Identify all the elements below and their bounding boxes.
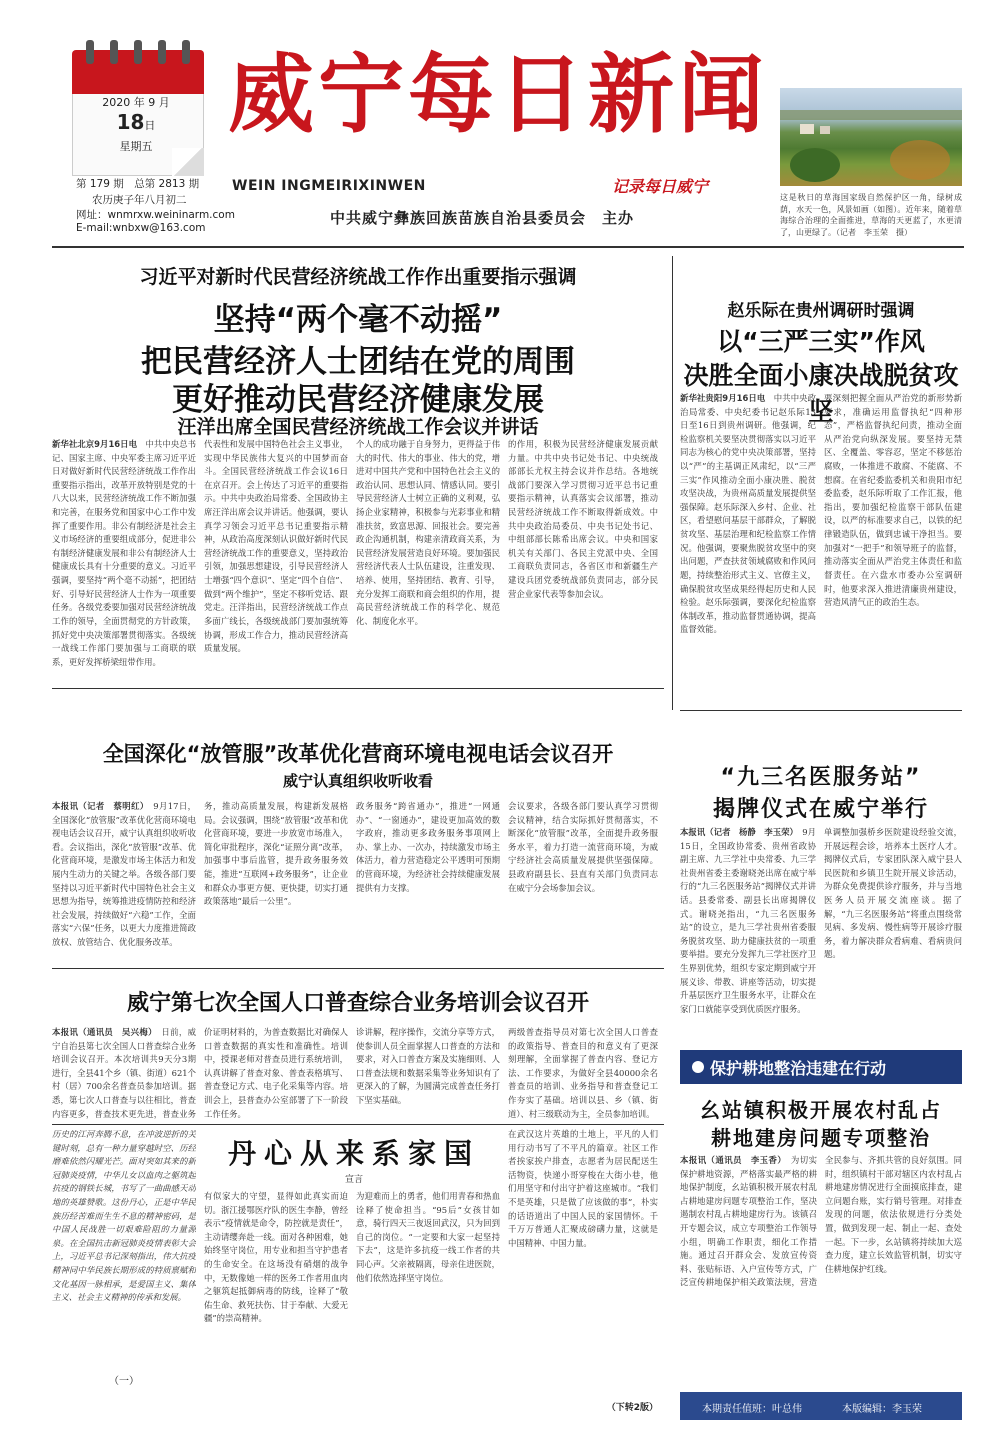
banner-dateline: 本报讯（通讯员 李玉香） <box>680 1155 783 1165</box>
title-slogan: 记录每日威宁 <box>612 177 709 196</box>
lead-story <box>52 252 664 686</box>
section-3-col-3: 诊讲解，程序操作，交流分享等方式，使参训人员全面掌握人口普查的方法和要求，对入口普查方案及实施细则、人口普查法规和数据采集等业务知识有了更深入的了解，为圆满完成普查任务打下坚实基础。 <box>356 1027 500 1106</box>
section-2-headline: 全国深化“放管服”改革优化营商环境电视电话会议召开 <box>102 742 614 766</box>
lunar-date: 农历庚子年八月初二 <box>92 194 187 206</box>
weekday: 星期五 <box>119 140 153 153</box>
section-3-story <box>52 970 664 1122</box>
section-2-col-3: 政务服务“跨省通办”，推进“一网通办”、“一窗通办”，建设更加高效的数字政府，推动更多政务服务事项网上办、掌上办、一次办，持续激发市场主体活力，着力营造稳定公平透明可预期的营商环境，为经济社会持续健康发展提供有力支撑。 <box>356 801 500 893</box>
right-2-col-1 <box>680 826 816 1044</box>
essay-col-4-text: 在武汉这片英雄的土地上，平凡的人们用行动书写了不平凡的篇章。社区工作者挨家挨户排查，志愿者为居民配送生活物资，快递小哥穿梭在大街小巷，他们用坚守和付出守护着这座城市。“我们不是英雄，只是做了应该做的事”，朴实的话语道出了中国人民的家国情怀。千千万万普通人汇聚成磅礴力量，这就是中国精神、中国力量。 <box>508 1129 658 1248</box>
banner-headline-1: 幺站镇积极开展农村乱占 <box>700 1098 942 1122</box>
section-2-col-4: 会议要求，各级各部门要认真学习贯彻会议精神，结合实际抓好贯彻落实，不断深化“放管服”改革，全面提升政务服务水平，着力打造一流营商环境，为威宁经济社会高质量发展提供坚强保障。县政府副县长、县直有关部门负责同志在威宁分会场参加会议。 <box>508 801 658 893</box>
right-2-story <box>680 712 962 1048</box>
right-2-headline-2: 揭牌仪式在威宁举行 <box>712 797 929 822</box>
essay-byline: 宣言 <box>344 1175 363 1185</box>
lead-headline-3: 更好推动民营经济健康发展 <box>172 382 544 418</box>
section-3-headline: 威宁第七次全国人口普查综合业务培训会议召开 <box>126 991 589 1016</box>
right-lead-col-2: 要深刻把握全面从严治党的新形势新要求，准确运用监督执纪“四种形态”，严格监督执纪问责，推动全面从严治党向纵深发展。要坚持无禁区、全覆盖、零容忍，坚定不移惩治腐败，一体推进不敢腐、不能腐、不想腐。在省纪委监委机关和贵阳市纪委监委，赵乐际听取了工作汇报，他指出，要加强纪检监察干部队伍建设，以严的标准要求自己，以铁的纪律锻造队伍，做到忠诚干净担当。要加强对“一把手”和领导班子的监督，推动落实全面从严治党主体责任和监督责任。在六盘水市委办公室调研时，他要求深入推进清廉贵州建设，营造风清气正的政治生态。 <box>824 393 962 608</box>
issue-number <box>76 176 199 191</box>
email: E-mail:wnbxw@163.com <box>76 222 206 234</box>
section-3-col-4: 两级普查指导员对第七次全国人口普查的政策指导、普查目的和意义有了更深刻理解，全面掌握了普查内容、登记方法、工作要求，为做好全县40000余名普查员的培训、业务指导和普查登记工作夯实了基础。培训以县、乡（镇、街道）、村三级联动为主，全员参加培训。 <box>508 1027 658 1119</box>
banner-headline-2: 耕地建房问题专项整治 <box>711 1126 931 1150</box>
lead-subhead: 汪洋出席全国民营经济统战工作会议并讲话 <box>177 416 539 438</box>
essay-continued: （下转2版） <box>606 1403 658 1413</box>
lead-col-4: 的作用，积极为民营经济健康发展贡献力量。中共中央书记处书记、中央统战部部长尤权主持会议并作总结。各地统战部门要深入学习贯彻习近平总书记重要指示精神，认真落实会议部署，推动民营经济统战工作不断取得新成效。中共中央政治局委员、中央书记处书记、中组部部长陈希出席会议。中央和国家机关有关部门、各民主党派中央、全国工商联负责同志，各省区市和新疆生产建设兵团党委统战部负责同志，部分民营企业家代表等参加会议。 <box>508 439 658 599</box>
lead-headline-2: 把民营经济人士团结在党的周围 <box>141 344 575 380</box>
lead-col-3: 个人的成功融于自身努力，更得益于伟大的时代、伟大的事业、伟大的党，增进对中国共产党和中国特色社会主义的政治认同、思想认同、情感认同。要引导民营经济人士树立正确的义利观，弘扬企业家精神，积极参与光彩事业和精准扶贫，致富思源、回报社会。要完善政企沟通机制，构建亲清政商关系，为民营经济发展营造良好环境。要加强民营经济代表人士队伍建设，注重发现、培养、使用，坚持团结、教育、引导，充分发挥工商联和商会组织的作用，提高民营经济统战工作的科学化、规范化、制度化水平。 <box>356 439 500 626</box>
lead-headline-1: 坚持“两个毫不动摇” <box>213 302 503 338</box>
total-issue: 总第 2813 期 <box>134 178 200 190</box>
lead-col-2: 代表性和发展中国特色社会主义事业，实现中华民族伟大复兴的中国梦而奋斗。全国民营经济统战工作会议16日在京召开。会上传达了习近平的重要指示。中共中央政治局常委、全国政协主席汪洋出席会议并讲话。他强调，要认真学习领会习近平总书记重要指示精神，从政治高度深刻认识做好新时代民营经济统战工作的重要意义，坚持政治引领，加强思想建设，引导民营经济人士增强“四个意识”、坚定“四个自信”、做到“两个维护”，坚定不移听党话、跟党走。汪洋指出，民营经济统战工作点多面广线长，各级统战部门要加强统筹协调，形成工作合力，推动民营经济高质量发展。 <box>204 439 348 654</box>
banner-text-body: 为切实保护耕地资源，严格落实最严格的耕地保护制度，幺站镇积极开展农村乱占耕地建房问题专项整治工作，坚决遏制农村乱占耕地建房行为。该镇召开专题会议，成立专项整治工作领导小组，明确工作职责，细化工作措施。通过召开群众会、发放宣传资料、张贴标语、入户宣传等方式，广泛宣传耕地保护相关政策法规，营造全民参与、齐抓共管的良好氛围。同时，组织镇村干部对辖区内农村乱占耕地建房情况进行全面摸底排查，建立问题台账，实行销号管理。对排查发现的问题，依法依规进行分类处置，做到发现一起、制止一起、查处一起。下一步，幺站镇将持续加大巡查力度，建立长效监管机制，切实守住耕地保护红线。 <box>680 1155 962 1288</box>
date-year-month: 2020 年 9 月 <box>102 96 170 109</box>
date-day <box>86 110 186 134</box>
lead-dateline: 新华社北京9月16日电 <box>52 439 138 449</box>
section-2-col-1 <box>52 800 196 964</box>
photo-caption: 这是秋日的草海国家级自然保护区一角，绿树成荫，水天一色，风景如画（如图）。近年来，随着草海综合治理的全面推进，草海的天更蓝了，水更清了，山更绿了。（记者 李玉荣 摄） <box>780 193 962 237</box>
right-2-headline-1: “九三名医服务站” <box>720 765 922 790</box>
right-2-col-1-text: 9月15日，全国政协常委、贵州省政协副主席、九三学社中央常委、九三学社贵州省委主委谢晓尧出席在威宁举行的“九三名医服务站”揭牌仪式并讲话。县委常委、副县长出席揭牌仪式。谢晓尧指出，“九三名医服务站”的设立，是九三学社贵州省委服务脱贫攻坚、助力健康扶贫的一项重要举措。要充分发挥九三学社医疗卫生界别优势，组织专家定期到威宁开展义诊、带教、讲座等活动，切实提升基层医疗卫生服务水平，让群众在家门口就能享受到优质医疗服务。 <box>680 827 816 1014</box>
lead-col-1-text: 中共中央总书记、国家主席、中央军委主席习近平近日对做好新时代民营经济统战工作作出重要指示指出，改革开放特别是党的十八大以来，民营经济统战工作不断加强和完善，在服务党和国家中心工作中发挥了重要作用。非公有制经济是社会主义市场经济的重要组成部分，促进非公有制经济健康发展和非公有制经济人士健康成长具有十分重要的意义。习近平强调，要坚持“两个毫不动摇”，把团结好、引导好民营经济人士作为一项重要任务。各级党委要加强对民营经济统战工作的领导，全面贯彻党的方针政策，抓好党中央决策部署贯彻落实。各级统一战线工作部门要加强与工商联的联系，更好发挥桥梁纽带作用。 <box>52 439 196 667</box>
banner-label-box <box>680 1050 962 1084</box>
right-lead-col-1-text: 中共中央政治局常委、中央纪委书记赵乐际13日至16日到贵州调研。他强调，纪检监察机关要坚决贯彻落实以习近平同志为核心的党中央决策部署，坚持以“严”的主基调正风肃纪，以“三严三实”作风推动全面小康决胜、脱贫攻坚决战，为贵州高质量发展提供坚强保障。赵乐际深入乡村、企业、社区，看望慰问基层干部群众，了解脱贫攻坚、基层治理和纪检监察工作情况。他强调，要聚焦脱贫攻坚中的突出问题，严查扶贫领域腐败和作风问题，持续整治形式主义、官僚主义，确保脱贫攻坚成果经得起历史和人民检验。赵乐际强调，要深化纪检监察体制改革，推动监督贯通协调，提高监督效能。 <box>680 393 816 635</box>
right-lead-headline-2: 决胜全面小康决战脱贫攻坚 <box>683 361 959 426</box>
right-lead-col-1 <box>680 392 816 704</box>
banner-text <box>680 1154 962 1386</box>
issue: 第 179 期 <box>76 178 124 190</box>
lead-kicker: 习近平对新时代民营经济统战工作作出重要指示强调 <box>139 266 577 288</box>
page-editor: 本版编辑：李玉荣 <box>842 1404 922 1415</box>
right-lead-story <box>680 252 962 708</box>
right-lead-dateline: 新华社贵阳9月16日电 <box>680 393 766 403</box>
date-day-suffix: 日 <box>144 119 156 132</box>
banner-story <box>680 1050 962 1388</box>
newspaper-title: 威宁每日新闻 <box>228 45 768 145</box>
section-2-story <box>52 694 664 966</box>
section-3-col-1 <box>52 1026 196 1120</box>
essay-headline: 丹心从来系家国 <box>227 1137 480 1170</box>
right-lead-headline-1: 以“三严三实”作风 <box>717 327 925 356</box>
section-2-subhead: 威宁认真组织收听收看 <box>282 772 433 790</box>
website: 网址：wnmrxw.weininarm.com <box>76 209 235 221</box>
lead-col-1 <box>52 438 196 682</box>
section-3-col-1-text: 日前，威宁自治县第七次全国人口普查综合业务培训会议召开。本次培训共9天分3期进行，全县41个乡（镇、街道）621个村（居）700余名普查员参加培训。据悉，第七次人口普查与以往相比，普查内容更多，普查技术更先进，普查业务 <box>52 1027 196 1119</box>
banner-label: 保护耕地整治违建在行动 <box>710 1059 887 1078</box>
essay-intro <box>52 1128 196 1398</box>
section-2-dateline: 本报讯（记者 蔡明红） <box>52 801 145 811</box>
right-2-dateline: 本报讯（记者 杨静 李玉荣） <box>680 827 794 837</box>
editor-on-duty: 本期责任值班：叶总伟 <box>702 1404 802 1415</box>
section-2-col-1-text: 9月17日，全国深化“放管服”改革优化营商环境电视电话会议召开，威宁认真组织收听收看。会议指出，深化“放管服”改革、优化营商环境，是激发市场主体活力和发展内生动力的关键之举。各级各部门要坚持以习近平新时代中国特色社会主义思想为指导，统筹推进疫情防控和经济社会发展，持续做好“六稳”工作，全面落实“六保”任务，以更大力度推进简政放权、放管结合、优化服务改革。 <box>52 801 196 948</box>
landscape-photo <box>780 88 962 186</box>
right-2-col-2: 单调整加强桥乡医院建设经验交流，开展远程会诊，培养本土医疗人才。揭牌仪式后，专家团队深入威宁县人民医院和乡镇卫生院开展义诊活动，为群众免费提供诊疗服务，并与当地医务人员开展交流座谈。据了解，“九三名医服务站”将重点围绕常见病、多发病、慢性病等开展诊疗服务，着力解决群众看病难、看病贵问题。 <box>824 827 962 960</box>
essay-story <box>52 1128 664 1416</box>
essay-col-3: 为迎难而上的勇者，他们用青春和热血诠释了使命担当。“95后”女孩甘如意，骑行四天三夜返回武汉，只为回到自己的岗位。“一定要和大家一起坚持下去”，这是许多抗疫一线工作者的共同心声。父亲被隔离，母亲住进医院，他们依然选择坚守岗位。 <box>356 1191 500 1283</box>
right-lead-kicker: 赵乐际在贵州调研时强调 <box>727 301 915 321</box>
essay-intro-text: 历史的江河奔腾不息，在冲波逆折的关键时刻，总有一种力量穿越时空、历经磨难依然闪耀光芒。面对突如其来的新冠肺炎疫情，中华儿女以血肉之躯筑起抗疫的钢铁长城，书写了一曲曲感天动地的英雄赞歌。这份丹心，正是中华民族历经苦难而生生不息的精神密码，是中国人民战胜一切艰难险阻的力量源泉。在全国抗击新冠肺炎疫情表彰大会上，习近平总书记深刻指出，伟大抗疫精神同中华民族长期形成的特质禀赋和文化基因一脉相承，是爱国主义、集体主义、社会主义精神的传承和发展。 <box>52 1129 196 1303</box>
section-3-col-2: 价证明材料的，为普查数据比对确保人口普查数据的真实性和准确性。培训中，授课老师对普查员进行系统培训，认真讲解了普查对象、普查表格填写、普查登记方式、电子化采集等内容。培训会上，县普查办公室部署了下一阶段工作任务。 <box>204 1027 348 1119</box>
essay-col-2: 有似家大的守望，显得如此真实而迫切。浙江援鄂医疗队的医生李静，曾经表示“疫情就是命令，防控就是责任”，主动请缨奔赴一线。面对各种困难，她始终坚守岗位，用专业和担当守护患者的生命安全。在这场没有硝烟的战争中，无数像她一样的医务工作者用血肉之躯筑起抵御病毒的防线，诠释了“敬佑生命、救死扶伤、甘于奉献、大爱无疆”的崇高精神。 <box>204 1191 348 1324</box>
vertical-divider-top <box>672 256 673 710</box>
section-2-col-2: 务，推动高质量发展，构建新发展格局。会议强调，围绕“放管服”改革和优化营商环境，要进一步放宽市场准入，简化审批程序，深化“证照分离”改革，加强事中事后监管，提升政务服务效能，推进“互联网+政务服务”，让企业和群众办事更方便、更快捷，切实打通政策落地“最后一公里”。 <box>204 801 348 907</box>
essay-part-mark: （一） <box>109 1376 139 1387</box>
sponsor-line: 中共威宁彝族回族苗族自治县委员会 主办 <box>330 209 635 227</box>
essay-col-4 <box>508 1128 658 1414</box>
section-3-dateline: 本报讯（通讯员 吴兴梅） <box>52 1027 153 1037</box>
date-day-number: 18 <box>116 110 145 134</box>
title-pinyin: WEIN INGMEIRIXINWEN <box>232 178 426 194</box>
footer-bar <box>680 1392 962 1420</box>
banner-dot-icon <box>692 1061 704 1073</box>
